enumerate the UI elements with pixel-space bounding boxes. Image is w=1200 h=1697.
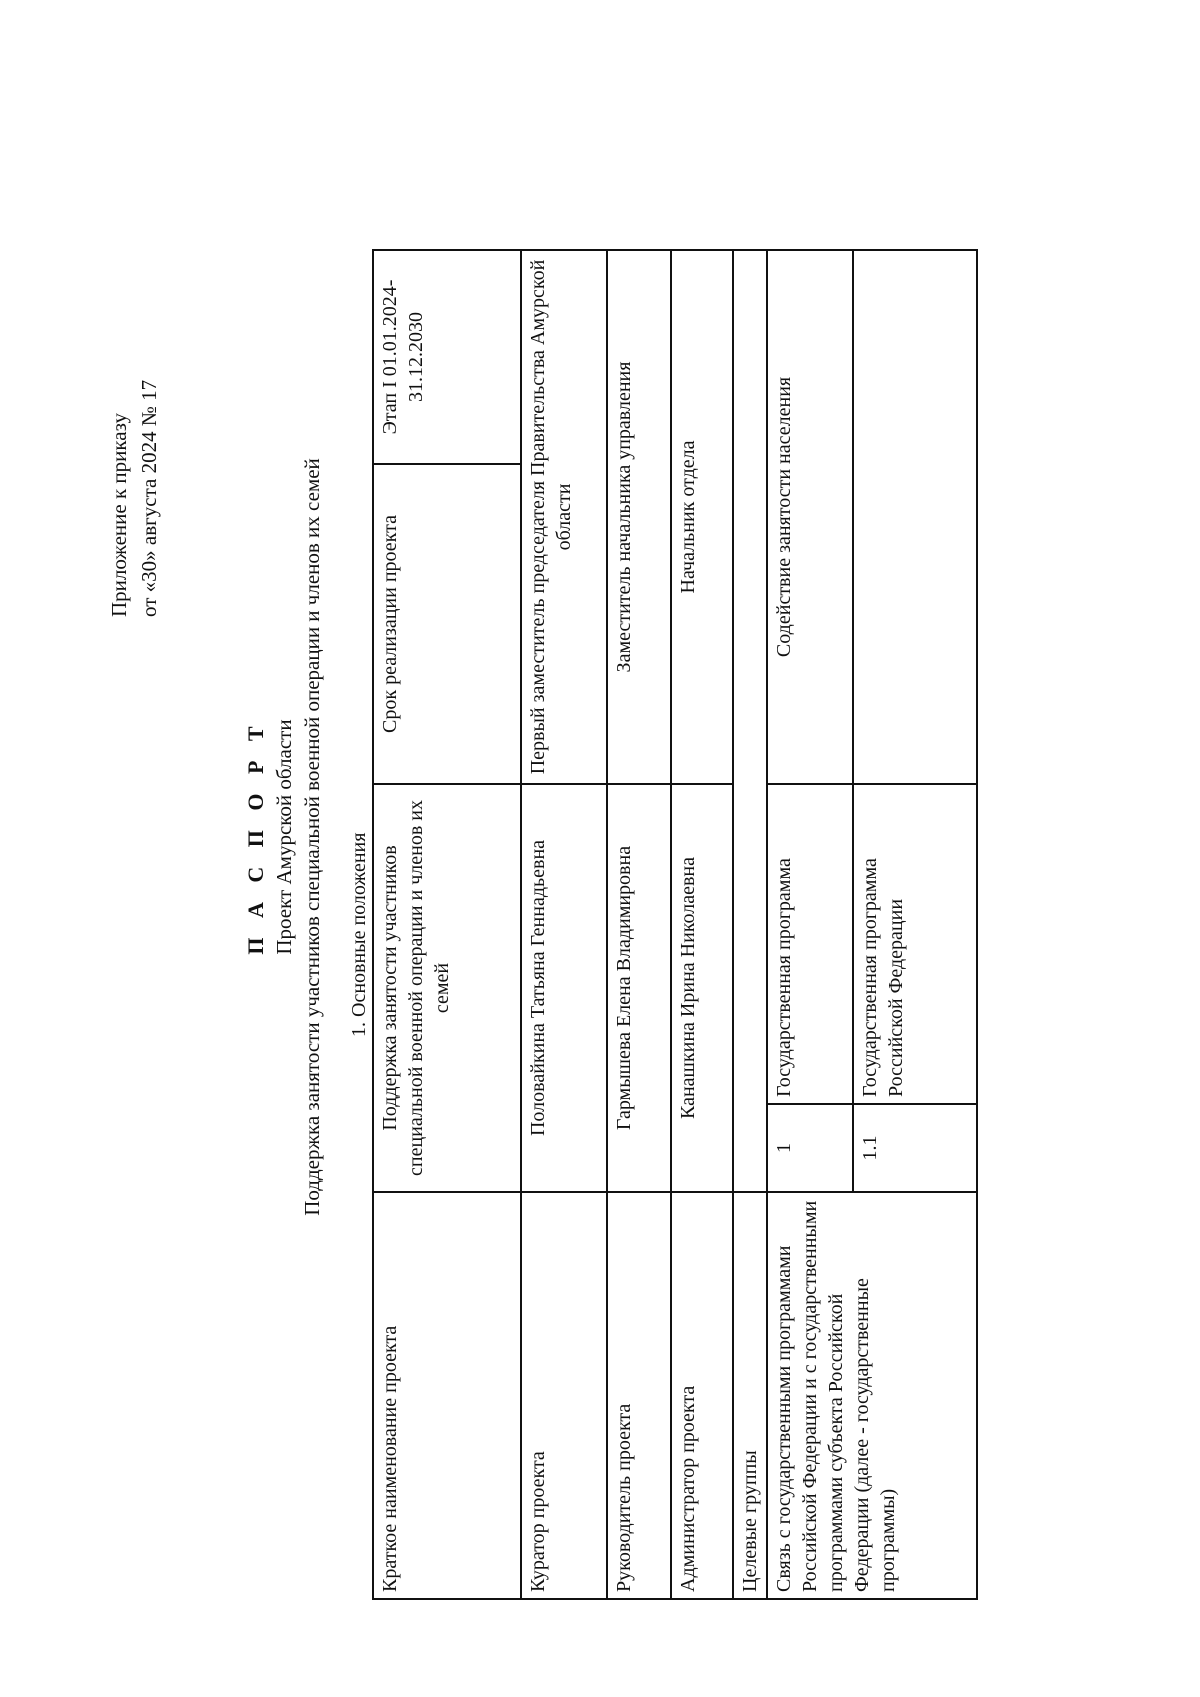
- project-name: Поддержка занятости участников специальной военной операции и членов их семей: [300, 458, 324, 1216]
- appendix-line-2: от «30» августа 2024 № 17: [137, 379, 161, 617]
- program-name-2: [853, 250, 977, 784]
- program-number-2: 1.1: [853, 1104, 977, 1192]
- curator-label: Куратор проекта: [521, 1192, 607, 1599]
- appendix-line-1: Приложение к приказу: [107, 413, 131, 617]
- head-position: Заместитель начальника управления: [607, 250, 671, 784]
- short-name-label: Краткое наименование проекта: [373, 1192, 521, 1599]
- short-name-value: Поддержка занятости участников специальной военной операции и членов их семей: [373, 784, 521, 1192]
- table-row: [671, 250, 733, 1599]
- target-groups-value: [733, 250, 767, 1192]
- table-row: [767, 250, 853, 1599]
- head-label: Руководитель проекта: [607, 1192, 671, 1599]
- table-row: [733, 250, 767, 1599]
- table-row: [607, 250, 671, 1599]
- table-row: [521, 250, 607, 1599]
- program-name-1: Содействие занятости населения: [767, 250, 853, 784]
- table-row: [373, 250, 521, 1599]
- program-type-1: Государственная программа: [767, 784, 853, 1104]
- program-link-label: Связь с государственными программами Российской Федерации и с государственными программами субъекта Российской Федерации (далее - государственные программы): [767, 1192, 977, 1599]
- term-value: Этап I 01.01.2024-31.12.2030: [373, 250, 521, 464]
- admin-position: Начальник отдела: [671, 250, 733, 784]
- head-name: Гармышева Елена Владимировна: [607, 784, 671, 1192]
- admin-label: Администратор проекта: [671, 1192, 733, 1599]
- section-heading: 1. Основные положения: [348, 832, 370, 1037]
- admin-name: Канашкина Ирина Николаевна: [671, 784, 733, 1192]
- passport-table: [372, 249, 978, 1600]
- curator-position: Первый заместитель председателя Правительства Амурской области: [521, 250, 607, 784]
- curator-name: Половайкина Татьяна Геннадьевна: [521, 784, 607, 1192]
- term-label: Срок реализации проекта: [373, 464, 521, 784]
- target-groups-label: Целевые группы: [733, 1192, 767, 1599]
- program-type-2: Государственная программа Российской Федерации: [853, 784, 977, 1104]
- program-number-1: 1: [767, 1104, 853, 1192]
- appendix-note: [104, 380, 164, 617]
- document-subtitle: Проект Амурской области: [272, 719, 296, 955]
- document-title: П А С П О Р Т: [243, 719, 268, 955]
